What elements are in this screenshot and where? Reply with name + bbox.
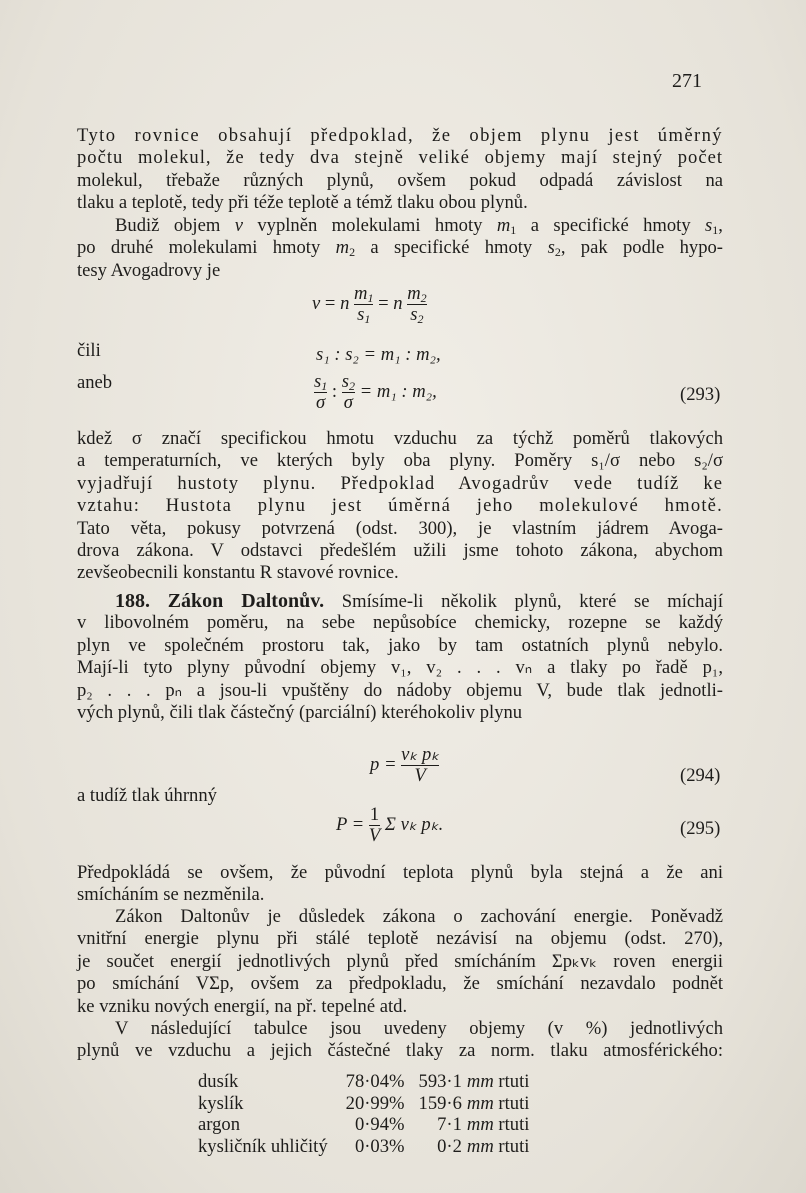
text-line: po druhé molekulami hmoty $m_2$ a specifické hmoty $s_2$, pak podle hypo- [77,237,723,260]
text-line: počtu molekul, že tedy dva stejně veliké objemy mají stejný počet [77,147,723,169]
equation-295: P = $\frac{1}{V}$ Σ vₖ pₖ. [336,804,444,846]
gas-name: argon [198,1114,240,1135]
paragraph-zakon-dalton [77,906,723,1018]
equation-label-295: (295) [680,818,721,839]
gas-pressure: 159·6 [418,1092,462,1114]
text-line: kdež σ značí specifickou hmotu vzduchu za týchž poměrů tlakových [77,428,723,449]
text-tlak-uhrnny: a tudíž tlak úhrnný [77,785,217,806]
equation-label-293: (293) [680,384,721,405]
text-line: vých plynů, čili tlak částečný (parciální) kteréhokoliv plynu [77,701,523,723]
text-line: Tyto rovnice obsahují předpoklad, že objem plynu jest úměrný [77,125,723,146]
pressure-unit: mm rtuti [466,1071,530,1092]
text-line: vyjadřují hustoty plynu. Předpoklad Avogadrův vede tudíž ke [77,472,723,494]
gas-percent: 20·99% [345,1092,405,1114]
equation-ratio: s₁ : s₂ = m₁ : m₂, [316,344,441,365]
text-line: V následující tabulce jsou uvedeny objemy (v %) jednotlivých [115,1018,723,1039]
text-line: Mají-li tyto plyny původní objemy v₁, v₂ . . . vₙ a tlaky po řadě p₁, [77,657,723,679]
gas-name: dusík [198,1071,239,1092]
table-row [198,1071,529,1093]
paragraph-kdez [77,428,723,585]
text-line: tlaku a teplotě, tedy při téže teplotě a témž tlaku obou plynů. [77,192,528,214]
text-line: tesy Avogadrovy je [77,259,221,281]
text-line: Zákon Daltonův je důsledek zákona o zachování energie. Poněvadž [115,906,723,927]
section-heading-line: 188. Zákon Daltonův. Smísíme-li několik plynů, které se míchají [115,590,723,612]
gas-name: kysličník uhličitý [198,1135,328,1157]
equation-avogadro: v = n $\frac{m_1}{s_1}$ = n $\frac{m_2}{s_2}$ [312,283,427,326]
pressure-unit: mm rtuti [466,1114,530,1135]
label-aneb: aneb [77,372,113,393]
text-line: zevšeobecnili konstantu R stavové rovnice. [77,562,399,584]
pressure-unit: mm rtuti [466,1092,530,1114]
gas-pressure: 593·1 [418,1071,462,1092]
paragraph-tabulka [77,1018,723,1063]
section-title: Zákon Daltonův. [167,590,325,612]
paragraph-avogadro-intro [77,125,723,215]
paragraph-predpoklada [77,862,723,907]
equation-294: p = $\frac{\text{vₖ pₖ}}{V}$ [370,744,440,786]
text-line: a temperaturních, ve kterých byly oba plyny. Poměry s₁/σ nebo s₂/σ [77,450,723,472]
text-line: plynů ve vzduchu a jejich částečné tlaky za norm. tlaku atmosférického: [77,1040,723,1062]
table-row [198,1114,529,1136]
gas-pressure: 7·1 [437,1114,462,1135]
gas-percent: 0·03% [354,1135,405,1157]
equation-label-294: (294) [680,765,721,786]
pressure-unit: mm rtuti [466,1135,530,1157]
text-line: ke vzniku nových energií, na př. tepelné atd. [77,995,408,1017]
text-line: vztahu: Hustota plynu jest úměrná jeho molekulové hmotě. [77,495,723,517]
gas-name: kyslík [198,1092,244,1114]
text-line: plyn ve společném prostoru tak, jako by tam ostatních plynů nebylo. [77,634,723,656]
text-line: Tato věta, pokusy potvrzená (odst. 300), je vlastním jádrem Avoga- [77,517,723,539]
text-line: vnitřní energie plynu při stálé teplotě nezávisí na objemu (odst. 270), [77,928,723,950]
label-cili: čili [77,340,101,361]
gas-percent: 78·04% [345,1071,405,1092]
paragraph-dalton [77,590,723,724]
text-line: molekul, třebaže různých plynů, ovšem pokud odpadá závislost na [77,169,723,191]
table-row [198,1136,529,1158]
section-number: 188. [115,590,150,612]
paragraph-budiz [77,215,723,282]
gas-pressure: 0·2 [437,1135,462,1157]
gas-table [198,1071,529,1157]
text-line: Budiž objem v vyplněn molekulami hmoty $m_1$ a specifické hmoty $s_1$, [115,215,723,237]
equation-293: $\frac{s_1}{\sigma}$ : $\frac{s_2}{\sigma}$ = m₁ : m₂, [314,371,437,413]
table-row [198,1093,529,1115]
text-line: drova zákona. V odstavci předešlém užili jsme tohoto zákona, abychom [77,539,723,561]
text-line: je součet energií jednotlivých plynů před smícháním Σpₖvₖ roven energii [77,950,723,972]
text-line: smícháním se nezměnila. [77,884,265,906]
text-line: Předpokládá se ovšem, že původní teplota plynů byla stejná a že ani [77,862,723,883]
text-line: p₂ . . . pₙ a jsou-li vpuštěny do nádoby objemu V, bude tlak jednotli- [77,679,723,701]
text-line: po smíchání VΣp, ovšem za předpokladu, že smíchání nezavdalo podnět [77,973,723,995]
page-number: 271 [672,70,702,92]
text-line: v libovolném poměru, na sebe nepůsobíce chemicky, rozepne se každý [77,612,723,634]
gas-percent: 0·94% [354,1114,405,1135]
